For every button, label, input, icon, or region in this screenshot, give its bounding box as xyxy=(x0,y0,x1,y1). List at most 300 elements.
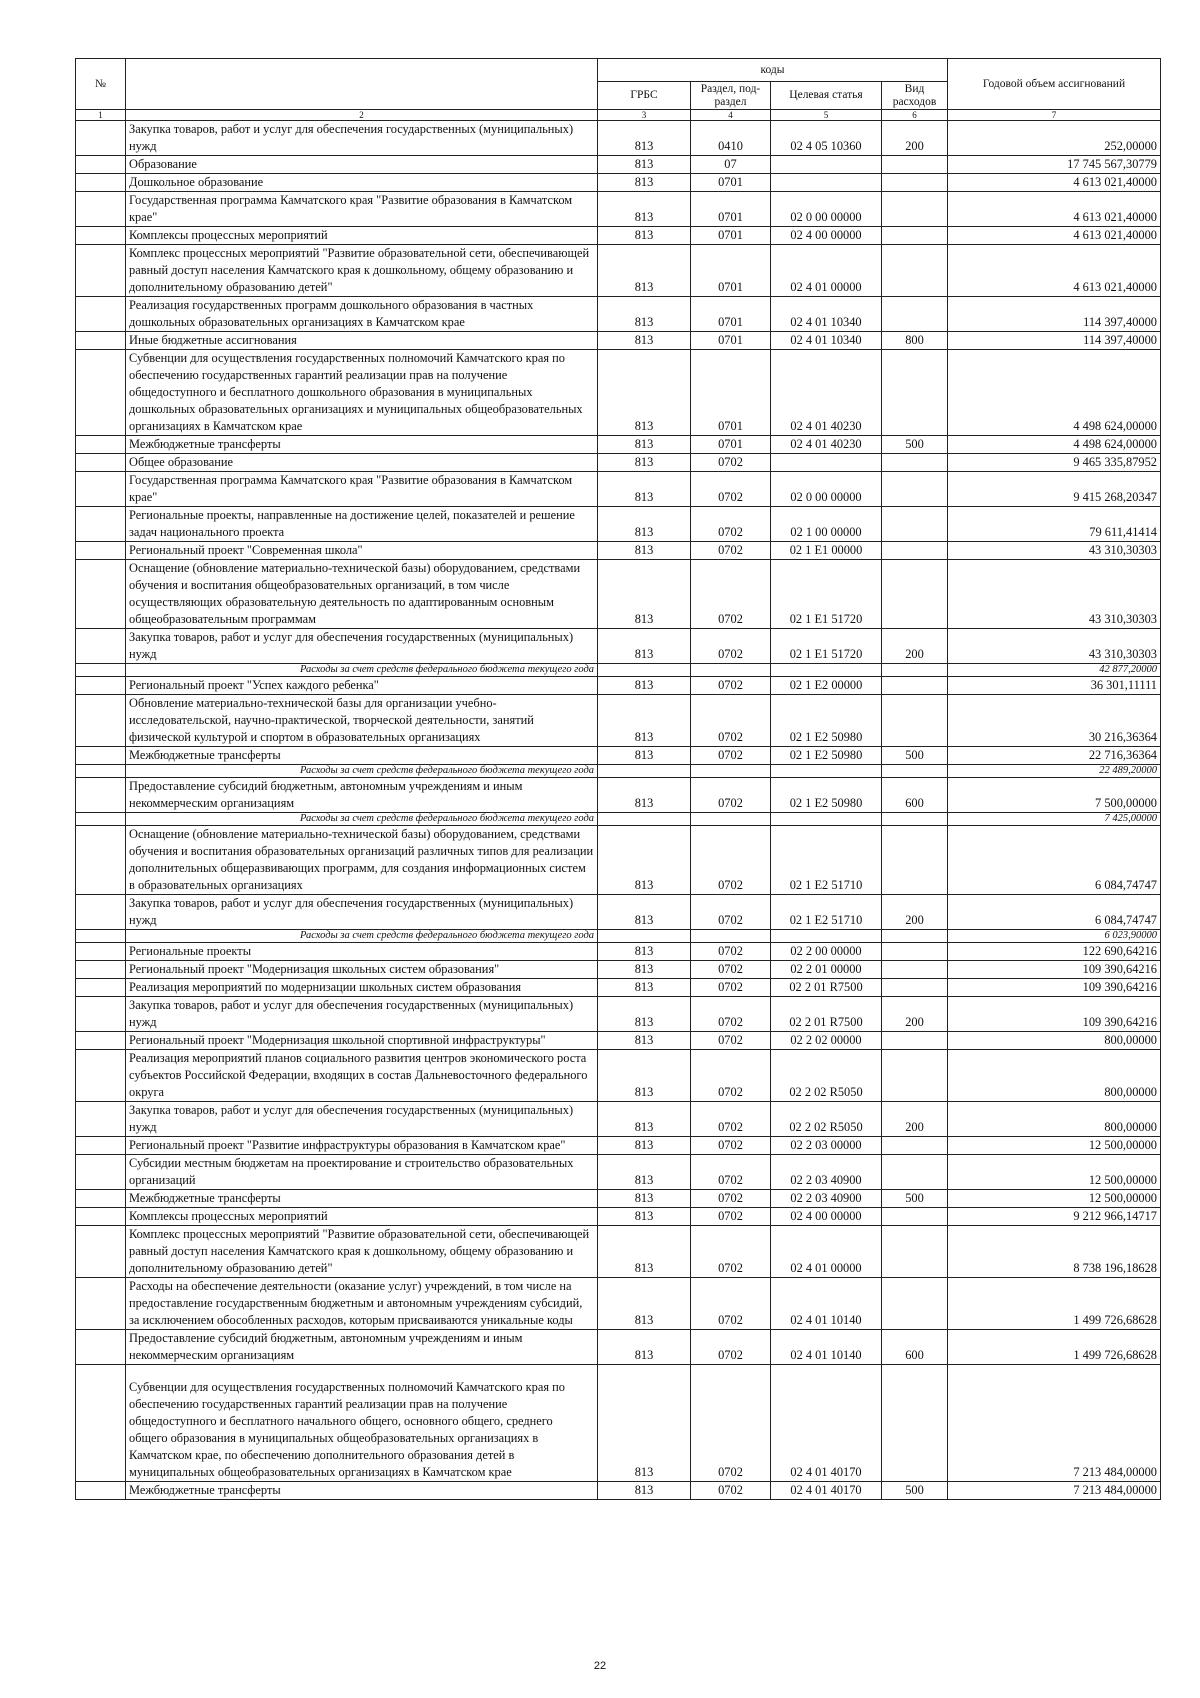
grbs-cell: 813 xyxy=(598,156,691,174)
section-cell: 0702 xyxy=(691,1190,771,1208)
amount-cell: 4 613 021,40000 xyxy=(948,227,1161,245)
grbs-cell: 813 xyxy=(598,961,691,979)
section-cell: 07 xyxy=(691,156,771,174)
amount-cell: 6 084,74747 xyxy=(948,895,1161,930)
amount-cell: 7 425,00000 xyxy=(948,813,1161,826)
amount-cell: 4 498 624,00000 xyxy=(948,350,1161,436)
row-number-cell xyxy=(76,245,126,297)
row-number-cell xyxy=(76,507,126,542)
target-article-cell: 02 2 03 40900 xyxy=(771,1190,882,1208)
row-number-cell xyxy=(76,1137,126,1155)
column-number-row xyxy=(76,110,1161,121)
header-number: № xyxy=(76,59,126,110)
target-article-cell: 02 1 E2 00000 xyxy=(771,677,882,695)
amount-cell: 12 500,00000 xyxy=(948,1137,1161,1155)
table-row xyxy=(76,997,1161,1032)
table-row xyxy=(76,121,1161,156)
amount-cell: 800,00000 xyxy=(948,1032,1161,1050)
expense-type-cell: 200 xyxy=(882,629,948,664)
table-row xyxy=(76,1278,1161,1330)
row-number-cell xyxy=(76,1208,126,1226)
amount-cell: 6 023,90000 xyxy=(948,930,1161,943)
section-cell: 0702 xyxy=(691,1482,771,1500)
grbs-cell: 813 xyxy=(598,778,691,813)
target-article-cell: 02 2 02 R5050 xyxy=(771,1102,882,1137)
grbs-cell: 813 xyxy=(598,542,691,560)
table-row xyxy=(76,245,1161,297)
expense-type-cell xyxy=(882,813,948,826)
section-cell: 0702 xyxy=(691,629,771,664)
row-number-cell xyxy=(76,1278,126,1330)
table-row xyxy=(76,629,1161,664)
table-row xyxy=(76,778,1161,813)
amount-cell: 109 390,64216 xyxy=(948,979,1161,997)
grbs-cell: 813 xyxy=(598,1050,691,1102)
row-number-cell xyxy=(76,192,126,227)
target-article-cell: 02 4 01 40230 xyxy=(771,436,882,454)
grbs-cell: 813 xyxy=(598,1226,691,1278)
table-row xyxy=(76,560,1161,629)
row-number-cell xyxy=(76,1050,126,1102)
table-row xyxy=(76,1330,1161,1365)
table-row xyxy=(76,895,1161,930)
grbs-cell: 813 xyxy=(598,297,691,332)
expense-type-cell xyxy=(882,961,948,979)
expense-type-cell xyxy=(882,1365,948,1482)
amount-cell: 36 301,11111 xyxy=(948,677,1161,695)
amount-cell: 4 613 021,40000 xyxy=(948,245,1161,297)
table-row xyxy=(76,1365,1161,1482)
description-cell: Региональные проекты, направленные на достижение целей, показателей и решение задач национального проекта xyxy=(126,507,598,542)
table-row xyxy=(76,542,1161,560)
grbs-cell xyxy=(598,930,691,943)
target-article-cell: 02 4 01 40170 xyxy=(771,1482,882,1500)
grbs-cell: 813 xyxy=(598,997,691,1032)
expense-type-cell: 500 xyxy=(882,1482,948,1500)
amount-cell: 7 213 484,00000 xyxy=(948,1365,1161,1482)
description-cell: Региональный проект "Современная школа" xyxy=(126,542,598,560)
description-cell: Оснащение (обновление материально-технической базы) оборудованием, средствами обучения и воспитания образовательных организаций различных типов для реализации дополнительных общеразвивающих программ, для создания информационных систем в образовательных организациях xyxy=(126,826,598,895)
grbs-cell: 813 xyxy=(598,979,691,997)
expense-type-cell xyxy=(882,677,948,695)
section-cell: 0702 xyxy=(691,1032,771,1050)
section-cell: 0702 xyxy=(691,1137,771,1155)
table-row xyxy=(76,436,1161,454)
row-number-cell xyxy=(76,997,126,1032)
target-article-cell: 02 2 00 00000 xyxy=(771,943,882,961)
row-number-cell xyxy=(76,765,126,778)
expense-type-cell xyxy=(882,454,948,472)
expense-type-cell xyxy=(882,156,948,174)
description-cell: Региональный проект "Модернизация школьных систем образования" xyxy=(126,961,598,979)
row-number-cell xyxy=(76,227,126,245)
target-article-cell: 02 2 01 00000 xyxy=(771,961,882,979)
expense-type-cell xyxy=(882,472,948,507)
expense-type-cell: 200 xyxy=(882,895,948,930)
target-article-cell: 02 4 01 10340 xyxy=(771,297,882,332)
grbs-cell: 813 xyxy=(598,629,691,664)
expense-type-cell xyxy=(882,695,948,747)
amount-cell: 4 613 021,40000 xyxy=(948,174,1161,192)
grbs-cell: 813 xyxy=(598,1208,691,1226)
target-article-cell: 02 1 E2 50980 xyxy=(771,778,882,813)
header-codes: коды xyxy=(598,59,948,82)
section-cell: 0701 xyxy=(691,436,771,454)
table-row xyxy=(76,332,1161,350)
description-cell: Реализация мероприятий по модернизации школьных систем образования xyxy=(126,979,598,997)
description-cell: Дошкольное образование xyxy=(126,174,598,192)
row-number-cell xyxy=(76,747,126,765)
description-cell: Образование xyxy=(126,156,598,174)
budget-sheet xyxy=(75,58,1160,1500)
amount-cell: 30 216,36364 xyxy=(948,695,1161,747)
description-cell: Предоставление субсидий бюджетным, автономным учреждениям и иным некоммерческим организациям xyxy=(126,778,598,813)
target-article-cell: 02 4 01 40170 xyxy=(771,1365,882,1482)
row-number-cell xyxy=(76,1330,126,1365)
section-cell: 0702 xyxy=(691,1102,771,1137)
section-cell: 0702 xyxy=(691,943,771,961)
description-cell: Иные бюджетные ассигнования xyxy=(126,332,598,350)
target-article-cell: 02 0 00 00000 xyxy=(771,472,882,507)
row-number-cell xyxy=(76,1365,126,1482)
grbs-cell: 813 xyxy=(598,454,691,472)
description-cell: Расходы за счет средств федерального бюджета текущего года xyxy=(126,813,598,826)
section-cell: 0702 xyxy=(691,1155,771,1190)
grbs-cell xyxy=(598,765,691,778)
amount-cell: 114 397,40000 xyxy=(948,297,1161,332)
table-row xyxy=(76,695,1161,747)
expense-type-cell xyxy=(882,943,948,961)
amount-cell: 12 500,00000 xyxy=(948,1155,1161,1190)
expense-type-cell xyxy=(882,174,948,192)
target-article-cell: 02 4 01 10140 xyxy=(771,1330,882,1365)
description-cell: Комплекс процессных мероприятий "Развитие образовательной сети, обеспечивающей равный доступ населения Камчатского края к дошкольному, общему образованию и дополнительному образованию детей" xyxy=(126,245,598,297)
description-cell: Реализация государственных программ дошкольного образования в частных дошкольных образовательных организациях в Камчатском крае xyxy=(126,297,598,332)
expense-type-cell xyxy=(882,1155,948,1190)
table-row xyxy=(76,472,1161,507)
target-article-cell xyxy=(771,174,882,192)
amount-cell: 122 690,64216 xyxy=(948,943,1161,961)
row-number-cell xyxy=(76,677,126,695)
target-article-cell: 02 1 E2 51710 xyxy=(771,895,882,930)
section-cell: 0702 xyxy=(691,895,771,930)
column-number: 3 xyxy=(598,110,691,121)
section-cell xyxy=(691,930,771,943)
section-cell: 0702 xyxy=(691,454,771,472)
table-row xyxy=(76,826,1161,895)
table-row xyxy=(76,1155,1161,1190)
target-article-cell: 02 1 E2 50980 xyxy=(771,695,882,747)
column-number: 5 xyxy=(771,110,882,121)
expense-type-cell: 600 xyxy=(882,778,948,813)
expense-type-cell xyxy=(882,1137,948,1155)
description-cell: Межбюджетные трансферты xyxy=(126,747,598,765)
expense-type-cell xyxy=(882,245,948,297)
section-cell: 0702 xyxy=(691,677,771,695)
amount-cell: 12 500,00000 xyxy=(948,1190,1161,1208)
table-row xyxy=(76,1137,1161,1155)
target-article-cell: 02 1 E1 51720 xyxy=(771,560,882,629)
section-cell: 0702 xyxy=(691,560,771,629)
description-cell: Обновление материально-технической базы для организации учебно-исследовательской, научно-практической, творческой деятельности, занятий физической культурой и спортом в образовательных организациях xyxy=(126,695,598,747)
target-article-cell: 02 4 00 00000 xyxy=(771,1208,882,1226)
section-cell: 0702 xyxy=(691,1365,771,1482)
amount-cell: 6 084,74747 xyxy=(948,826,1161,895)
column-number: 7 xyxy=(948,110,1161,121)
target-article-cell xyxy=(771,156,882,174)
section-cell: 0702 xyxy=(691,1226,771,1278)
target-article-cell: 02 1 E2 51710 xyxy=(771,826,882,895)
section-cell xyxy=(691,664,771,677)
expense-type-cell xyxy=(882,507,948,542)
section-cell: 0701 xyxy=(691,350,771,436)
description-cell: Субсидии местным бюджетам на проектирование и строительство образовательных организаций xyxy=(126,1155,598,1190)
target-article-cell: 02 1 E2 50980 xyxy=(771,747,882,765)
amount-cell: 43 310,30303 xyxy=(948,542,1161,560)
description-cell: Расходы за счет средств федерального бюджета текущего года xyxy=(126,930,598,943)
section-cell: 0701 xyxy=(691,227,771,245)
row-number-cell xyxy=(76,350,126,436)
row-number-cell xyxy=(76,332,126,350)
target-article-cell: 02 0 00 00000 xyxy=(771,192,882,227)
target-article-cell xyxy=(771,454,882,472)
description-cell: Региональные проекты xyxy=(126,943,598,961)
amount-cell: 252,00000 xyxy=(948,121,1161,156)
target-article-cell: 02 2 03 00000 xyxy=(771,1137,882,1155)
amount-cell: 1 499 726,68628 xyxy=(948,1278,1161,1330)
expense-type-cell xyxy=(882,1032,948,1050)
row-number-cell xyxy=(76,943,126,961)
grbs-cell: 813 xyxy=(598,245,691,297)
target-article-cell: 02 4 01 00000 xyxy=(771,1226,882,1278)
table-row xyxy=(76,156,1161,174)
description-cell: Межбюджетные трансферты xyxy=(126,436,598,454)
federal-funds-row xyxy=(76,930,1161,943)
description-cell: Закупка товаров, работ и услуг для обеспечения государственных (муниципальных) нужд xyxy=(126,121,598,156)
row-number-cell xyxy=(76,930,126,943)
expense-type-cell: 500 xyxy=(882,1190,948,1208)
amount-cell: 79 611,41414 xyxy=(948,507,1161,542)
federal-funds-row xyxy=(76,664,1161,677)
description-cell: Оснащение (обновление материально-технической базы) оборудованием, средствами обучения и воспитания общеобразовательных организаций, в том числе осуществляющих образовательную деятельность по адаптированным основным общеобразовательным программам xyxy=(126,560,598,629)
expense-type-cell xyxy=(882,227,948,245)
section-cell: 0410 xyxy=(691,121,771,156)
grbs-cell: 813 xyxy=(598,1278,691,1330)
section-cell: 0702 xyxy=(691,979,771,997)
amount-cell: 9 415 268,20347 xyxy=(948,472,1161,507)
header-grbs: ГРБС xyxy=(598,82,691,110)
row-number-cell xyxy=(76,542,126,560)
grbs-cell: 813 xyxy=(598,1137,691,1155)
grbs-cell xyxy=(598,813,691,826)
amount-cell: 114 397,40000 xyxy=(948,332,1161,350)
description-cell: Реализация мероприятий планов социального развития центров экономического роста субъектов Российской Федерации, входящих в состав Дальневосточного федерального округа xyxy=(126,1050,598,1102)
table-row xyxy=(76,677,1161,695)
column-number: 2 xyxy=(126,110,598,121)
grbs-cell: 813 xyxy=(598,677,691,695)
table-row xyxy=(76,1102,1161,1137)
section-cell: 0702 xyxy=(691,1278,771,1330)
description-cell: Расходы за счет средств федерального бюджета текущего года xyxy=(126,765,598,778)
description-cell: Закупка товаров, работ и услуг для обеспечения государственных (муниципальных) нужд xyxy=(126,895,598,930)
description-cell: Субвенции для осуществления государственных полномочий Камчатского края по обеспечению государственных гарантий реализации прав на получение общедоступного и бесплатного дошкольного образования в муниципальных дошкольных образовательных организациях и муниципальных общеобразовательных организациях в Камчатском крае xyxy=(126,350,598,436)
row-number-cell xyxy=(76,454,126,472)
description-cell: Расходы за счет средств федерального бюджета текущего года xyxy=(126,664,598,677)
section-cell: 0701 xyxy=(691,332,771,350)
table-row xyxy=(76,1226,1161,1278)
row-number-cell xyxy=(76,1482,126,1500)
row-number-cell xyxy=(76,174,126,192)
table-row xyxy=(76,1482,1161,1500)
description-cell: Закупка товаров, работ и услуг для обеспечения государственных (муниципальных) нужд xyxy=(126,1102,598,1137)
amount-cell: 22 489,20000 xyxy=(948,765,1161,778)
section-cell: 0702 xyxy=(691,997,771,1032)
amount-cell: 42 877,20000 xyxy=(948,664,1161,677)
section-cell: 0702 xyxy=(691,507,771,542)
expense-type-cell xyxy=(882,560,948,629)
expense-type-cell: 800 xyxy=(882,332,948,350)
section-cell: 0701 xyxy=(691,192,771,227)
row-number-cell xyxy=(76,979,126,997)
table-body xyxy=(76,121,1161,1500)
expense-type-cell: 500 xyxy=(882,436,948,454)
expense-type-cell xyxy=(882,826,948,895)
row-number-cell xyxy=(76,436,126,454)
budget-table xyxy=(75,58,1161,1500)
grbs-cell: 813 xyxy=(598,1365,691,1482)
row-number-cell xyxy=(76,695,126,747)
grbs-cell: 813 xyxy=(598,472,691,507)
target-article-cell: 02 4 01 00000 xyxy=(771,245,882,297)
target-article-cell xyxy=(771,813,882,826)
grbs-cell: 813 xyxy=(598,332,691,350)
table-row xyxy=(76,1190,1161,1208)
amount-cell: 1 499 726,68628 xyxy=(948,1330,1161,1365)
expense-type-cell xyxy=(882,1050,948,1102)
table-row xyxy=(76,961,1161,979)
grbs-cell: 813 xyxy=(598,227,691,245)
row-number-cell xyxy=(76,121,126,156)
grbs-cell: 813 xyxy=(598,350,691,436)
section-cell xyxy=(691,813,771,826)
section-cell: 0702 xyxy=(691,747,771,765)
row-number-cell xyxy=(76,472,126,507)
amount-cell: 9 465 335,87952 xyxy=(948,454,1161,472)
column-number: 4 xyxy=(691,110,771,121)
section-cell: 0701 xyxy=(691,174,771,192)
target-article-cell xyxy=(771,664,882,677)
target-article-cell xyxy=(771,765,882,778)
target-article-cell: 02 2 03 40900 xyxy=(771,1155,882,1190)
table-row xyxy=(76,174,1161,192)
expense-type-cell: 600 xyxy=(882,1330,948,1365)
description-cell: Региональный проект "Модернизация школьной спортивной инфраструктуры" xyxy=(126,1032,598,1050)
row-number-cell xyxy=(76,560,126,629)
amount-cell: 7 500,00000 xyxy=(948,778,1161,813)
description-cell: Региональный проект "Успех каждого ребенка" xyxy=(126,677,598,695)
description-cell: Расходы на обеспечение деятельности (оказание услуг) учреждений, в том числе на предоставление государственным бюджетным и автономным учреждениям субсидий, за исключением обособленных расходов, которым присваиваются уникальные коды xyxy=(126,1278,598,1330)
section-cell: 0702 xyxy=(691,542,771,560)
amount-cell: 22 716,36364 xyxy=(948,747,1161,765)
grbs-cell: 813 xyxy=(598,436,691,454)
row-number-cell xyxy=(76,1190,126,1208)
amount-cell: 17 745 567,30779 xyxy=(948,156,1161,174)
table-row xyxy=(76,297,1161,332)
table-row xyxy=(76,747,1161,765)
target-article-cell: 02 4 01 40230 xyxy=(771,350,882,436)
table-row xyxy=(76,507,1161,542)
target-article-cell: 02 4 01 10340 xyxy=(771,332,882,350)
column-number: 6 xyxy=(882,110,948,121)
row-number-cell xyxy=(76,826,126,895)
grbs-cell: 813 xyxy=(598,1102,691,1137)
expense-type-cell xyxy=(882,1226,948,1278)
expense-type-cell xyxy=(882,1278,948,1330)
amount-cell: 4 498 624,00000 xyxy=(948,436,1161,454)
grbs-cell: 813 xyxy=(598,826,691,895)
section-cell: 0702 xyxy=(691,778,771,813)
grbs-cell: 813 xyxy=(598,192,691,227)
page-number: 22 xyxy=(593,1660,607,1672)
header-target-article: Целевая статья xyxy=(771,82,882,110)
row-number-cell xyxy=(76,629,126,664)
target-article-cell: 02 2 02 R5050 xyxy=(771,1050,882,1102)
row-number-cell xyxy=(76,297,126,332)
target-article-cell: 02 1 E1 00000 xyxy=(771,542,882,560)
grbs-cell: 813 xyxy=(598,1190,691,1208)
description-cell: Предоставление субсидий бюджетным, автономным учреждениям и иным некоммерческим организациям xyxy=(126,1330,598,1365)
grbs-cell: 813 xyxy=(598,121,691,156)
expense-type-cell: 200 xyxy=(882,121,948,156)
expense-type-cell xyxy=(882,664,948,677)
section-cell: 0702 xyxy=(691,826,771,895)
description-cell: Субвенции для осуществления государственных полномочий Камчатского края по обеспечению государственных гарантий реализации прав на получение общедоступного и бесплатного начального общего, основного общего, среднего общего образования в муниципальных общеобразовательных организациях в Камчатском крае, по обеспечению дополнительного образования детей в муниципальных общеобразовательных организациях в Камчатском крае xyxy=(126,1365,598,1482)
grbs-cell: 813 xyxy=(598,695,691,747)
amount-cell: 800,00000 xyxy=(948,1050,1161,1102)
amount-cell: 8 738 196,18628 xyxy=(948,1226,1161,1278)
header-description xyxy=(126,59,598,110)
section-cell: 0702 xyxy=(691,1330,771,1365)
target-article-cell: 02 2 02 00000 xyxy=(771,1032,882,1050)
section-cell: 0702 xyxy=(691,1050,771,1102)
amount-cell: 43 310,30303 xyxy=(948,560,1161,629)
header-expense-type: Вид расходов xyxy=(882,82,948,110)
expense-type-cell xyxy=(882,1208,948,1226)
grbs-cell: 813 xyxy=(598,895,691,930)
grbs-cell: 813 xyxy=(598,1032,691,1050)
description-cell: Межбюджетные трансферты xyxy=(126,1482,598,1500)
description-cell: Закупка товаров, работ и услуг для обеспечения государственных (муниципальных) нужд xyxy=(126,629,598,664)
header-section: Раздел, под-раздел xyxy=(691,82,771,110)
grbs-cell xyxy=(598,664,691,677)
section-cell: 0702 xyxy=(691,1208,771,1226)
grbs-cell: 813 xyxy=(598,560,691,629)
expense-type-cell xyxy=(882,930,948,943)
expense-type-cell xyxy=(882,350,948,436)
amount-cell: 109 390,64216 xyxy=(948,997,1161,1032)
section-cell: 0701 xyxy=(691,245,771,297)
amount-cell: 800,00000 xyxy=(948,1102,1161,1137)
target-article-cell: 02 2 01 R7500 xyxy=(771,997,882,1032)
target-article-cell: 02 1 00 00000 xyxy=(771,507,882,542)
target-article-cell: 02 4 01 10140 xyxy=(771,1278,882,1330)
amount-cell: 109 390,64216 xyxy=(948,961,1161,979)
target-article-cell xyxy=(771,930,882,943)
grbs-cell: 813 xyxy=(598,1482,691,1500)
table-row xyxy=(76,1032,1161,1050)
row-number-cell xyxy=(76,778,126,813)
grbs-cell: 813 xyxy=(598,507,691,542)
